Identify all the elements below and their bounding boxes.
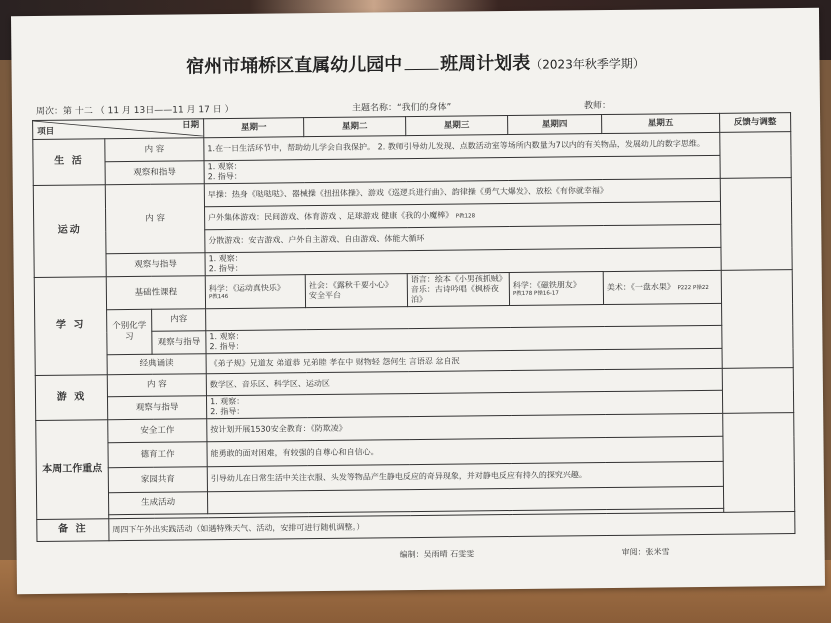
study-thu-title: 科学：《磁铁朋友》	[512, 279, 581, 290]
life-observe-2: 2. 指导：	[207, 171, 242, 182]
study-thu-note: P教178 P操16-17	[512, 290, 559, 297]
study-ind-observe-2: 2. 指导：	[209, 341, 244, 352]
study-ind-observe-1: 1. 观察：	[209, 331, 244, 342]
study-wed	[407, 273, 509, 307]
game-feedback	[722, 368, 793, 414]
sport-observe-2: 2. 指导：	[208, 263, 243, 274]
focus-generate-label: 生成活动	[108, 492, 207, 515]
focus-category: 本周工作重点	[36, 420, 109, 520]
life-observe-1: 1. 观察：	[207, 161, 242, 172]
game-observe-1: 1. 观察：	[210, 396, 245, 407]
focus-safety: 按计划开展1530安全教育：《防欺凌》	[207, 413, 723, 441]
study-classic-label: 经典诵读	[107, 354, 206, 375]
study-tue-2: 安全平台	[308, 290, 341, 301]
teacher-label: 教师：	[583, 100, 612, 112]
sport-observe-1: 1. 观察：	[208, 253, 243, 264]
life-feedback	[720, 132, 791, 179]
header-tue: 星期二	[304, 117, 406, 137]
study-category: 学 习	[34, 277, 107, 376]
sport-category: 运动	[33, 185, 106, 278]
header-fri: 星期五	[602, 113, 720, 133]
game-category: 游 戏	[35, 375, 107, 421]
editor-label: 编制：吴雨晴 石雯雯	[399, 549, 475, 560]
week-label: 周次：第 十二 （ 11 月 13日——11 月 17 日 ）	[35, 104, 234, 117]
plan-sheet	[11, 8, 825, 594]
sport-outdoor-note: P教128	[455, 213, 476, 220]
focus-family: 引导幼儿在日常生活中关注衣服、头发等物品产生静电反应的奇异现象，并对静电反应有持久的探究兴趣。	[207, 461, 723, 491]
theme-label: 主题名称：“我们的身体”	[351, 102, 452, 114]
game-observe-2: 2. 指导：	[210, 406, 245, 417]
header-mon: 星期一	[204, 118, 304, 138]
sport-outdoor-text: 户外集体游戏：民间游戏、体育游戏 、足球游戏 健康《我的小魔棒》	[208, 210, 454, 223]
study-mon-note: P教146	[208, 293, 229, 300]
sport-observe-label: 观察与指导	[106, 253, 205, 277]
sport-feedback	[720, 178, 792, 271]
study-ind-observe-label: 观察与指导	[152, 331, 206, 355]
page-title	[11, 46, 819, 80]
life-content: 1.在一日生活环节中，帮助幼儿学会自我保护。 2. 教师引导幼儿发现、点数活动室等场所内数量为7以内的有关物品，发展幼儿的数字思维。	[204, 132, 720, 160]
study-ind-content-label: 内容	[152, 309, 206, 332]
header-thu: 星期四	[508, 115, 602, 135]
title-prefix: 宿州市埇桥区直属幼儿园中	[186, 54, 403, 78]
header-item: 项目	[37, 127, 55, 138]
sport-morning: 早操：热身《哒哒哒》、器械操《扭扭体操》、游戏《巡逻兵进行曲》、韵律操《勇气大爆发》、放松《有你就幸福》	[204, 178, 720, 206]
reviewer-label: 审阅：张米雪	[621, 547, 670, 557]
focus-moral-label: 德育工作	[108, 442, 207, 468]
sport-scatter: 分散游戏：安吉游戏、户外自主游戏、自由游戏、体能大循环	[205, 224, 721, 252]
weekly-plan-table	[32, 112, 795, 542]
header-corner	[33, 119, 204, 140]
game-content-label: 内 容	[107, 374, 206, 397]
study-fri-note: P222 P操22	[677, 284, 709, 292]
study-mon	[205, 275, 305, 309]
header-wed: 星期三	[406, 116, 508, 136]
study-fri-title: 美术：《一盘水果》	[606, 282, 675, 293]
study-tue-1: 社会：《露秋千要小心》	[308, 280, 393, 291]
study-individual-label: 个别化学习	[107, 309, 152, 354]
term-label: （2023年秋季学期）	[530, 56, 645, 72]
header-feedback: 反馈与调整	[720, 113, 791, 133]
focus-family-label: 家园共育	[108, 467, 207, 493]
study-fri	[603, 270, 721, 304]
life-category: 生 活	[33, 139, 105, 186]
game-content: 数学区、音乐区、科学区、运动区	[206, 368, 722, 395]
remarks-text: 周四下午外出实践活动（如遇特殊天气、活动，安排可进行随机调整。）	[109, 512, 795, 541]
focus-moral: 能勇敢的面对困难，有较强的自尊心和自信心。	[207, 436, 723, 466]
study-wed-2: 音乐：古诗吟唱《枫桥夜泊》	[410, 284, 499, 305]
study-wed-1: 语言：绘本《小男孩抓贼》	[410, 274, 507, 285]
focus-feedback	[723, 413, 795, 513]
title-suffix: 班周计划表	[440, 52, 531, 75]
class-blank	[404, 69, 438, 70]
game-observe-label: 观察与指导	[107, 396, 206, 420]
life-content-label: 内 容	[105, 138, 204, 162]
study-tue	[305, 274, 407, 308]
study-basic-label: 基础性课程	[106, 276, 205, 310]
study-feedback	[721, 270, 793, 369]
study-thu	[509, 272, 603, 306]
study-classic: 《弟子规》兄道友 弟道恭 兄弟睦 孝在中 财物轻 怨何生 言语忍 忿自泯	[206, 348, 722, 373]
study-mon-title: 科学：《运动真快乐》	[208, 282, 285, 293]
sport-content-label: 内 容	[105, 184, 205, 254]
focus-safety-label: 安全工作	[108, 419, 207, 443]
remarks-label: 备 注	[37, 519, 109, 542]
life-observe-label: 观察和指导	[105, 161, 204, 185]
header-date: 日期	[182, 120, 200, 131]
